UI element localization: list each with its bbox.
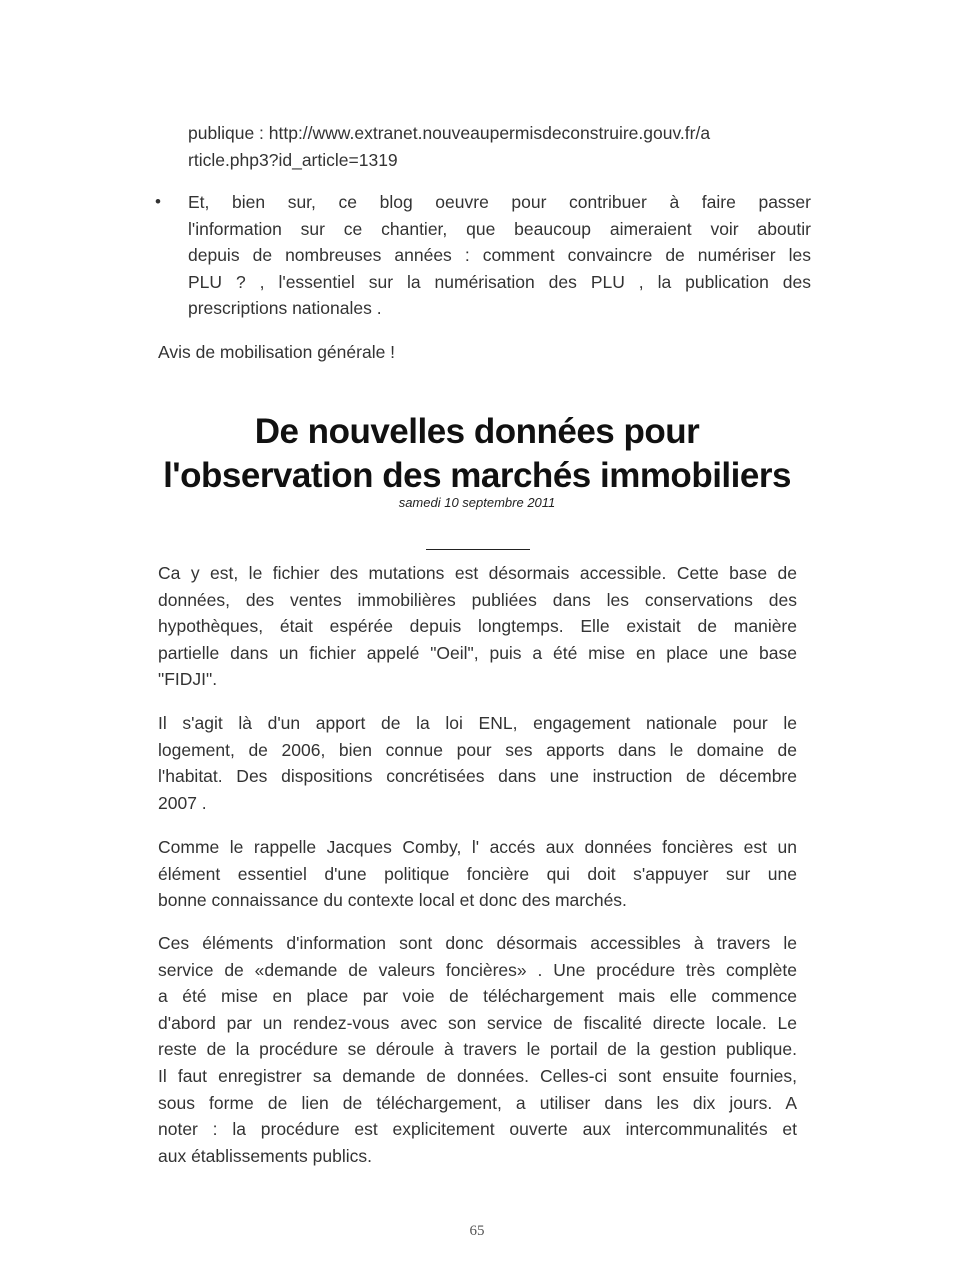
paragraph-line: bonne connaissance du contexte local et donc des marchés. xyxy=(158,890,627,911)
paragraph-line: reste de la procédure se déroule à travers le portail de la gestion publique. xyxy=(158,1039,797,1060)
paragraph-line: données, des ventes immobilières publiées dans les conservations des xyxy=(158,589,797,610)
paragraph-line: logement, de 2006, bien connue pour ses apports dans le domaine de xyxy=(158,739,797,760)
paragraph-line: "FIDJI". xyxy=(158,669,218,690)
paragraph-line: Il faut enregistrer sa demande de données. Celles-ci sont ensuite fournies, xyxy=(158,1066,797,1086)
paragraph-line: Ca y est, le fichier des mutations est désormais accessible. Cette base de xyxy=(158,563,797,583)
paragraph-line: d'abord par un rendez-vous avec son service de fiscalité directe locale. Le xyxy=(158,1012,797,1033)
bullet-text-line: Et, bien sur, ce blog oeuvre pour contribuer à faire passer xyxy=(188,192,811,212)
paragraph-line: aux établissements publics. xyxy=(158,1145,372,1166)
paragraph-line: service de «demande de valeurs foncières» . Une procédure très complète xyxy=(158,959,797,980)
paragraph-line: Comme le rappelle Jacques Comby, l' accés aux données foncières est un xyxy=(158,837,797,857)
paragraph-line: partielle dans un fichier appelé "Oeil", puis a été mise en place une base xyxy=(158,642,797,663)
separator-rule xyxy=(426,549,530,550)
page-number: 65 xyxy=(469,1223,485,1239)
paragraph-line: l'habitat. Des dispositions concrétisées dans une instruction de décembre xyxy=(158,766,797,787)
paragraph-line: Ces éléments d'information sont donc désormais accessibles à travers le xyxy=(158,933,797,953)
bullet-text-line: rticle.php3?id_article=1319 xyxy=(188,149,398,170)
article-date: samedi 10 septembre 2011 xyxy=(398,495,556,510)
paragraph-line: hypothèques, était espérée depuis longtemps. Elle existait de manière xyxy=(158,616,797,637)
bullet-text-line: publique : http://www.extranet.nouveaupermisdeconstruire.gouv.fr/a xyxy=(188,123,711,143)
bullet-text-line: PLU ? , l'essentiel sur la numérisation des PLU , la publication des xyxy=(188,271,811,292)
bullet-text-line: depuis de nombreuses années : comment convaincre de numériser les xyxy=(188,245,811,266)
paragraph-line: sous forme de lien de téléchargement, a utiliser dans les dix jours. A xyxy=(158,1092,797,1113)
closing-line: Avis de mobilisation générale ! xyxy=(158,342,396,362)
paragraph-line: élément essentiel d'une politique foncière qui doit s'appuyer sur une xyxy=(158,863,797,884)
bullet-text-line: l'information sur ce chantier, que beaucoup aimeraient voir aboutir xyxy=(188,218,811,239)
article-title-line: De nouvelles données pour xyxy=(254,412,700,451)
paragraph-line: 2007 . xyxy=(158,792,207,813)
article-title-line: l'observation des marchés immobiliers xyxy=(163,456,791,495)
paragraph-line: Il s'agit là d'un apport de la loi ENL, engagement nationale pour le xyxy=(158,713,797,733)
bullet-text-line: prescriptions nationales . xyxy=(188,298,382,319)
bullet-marker: • xyxy=(155,192,161,211)
paragraph-line: a été mise en place par voie de téléchargement mais elle commence xyxy=(158,986,797,1007)
paragraph-line: noter : la procédure est explicitement ouverte aux intercommunalités et xyxy=(158,1119,797,1140)
